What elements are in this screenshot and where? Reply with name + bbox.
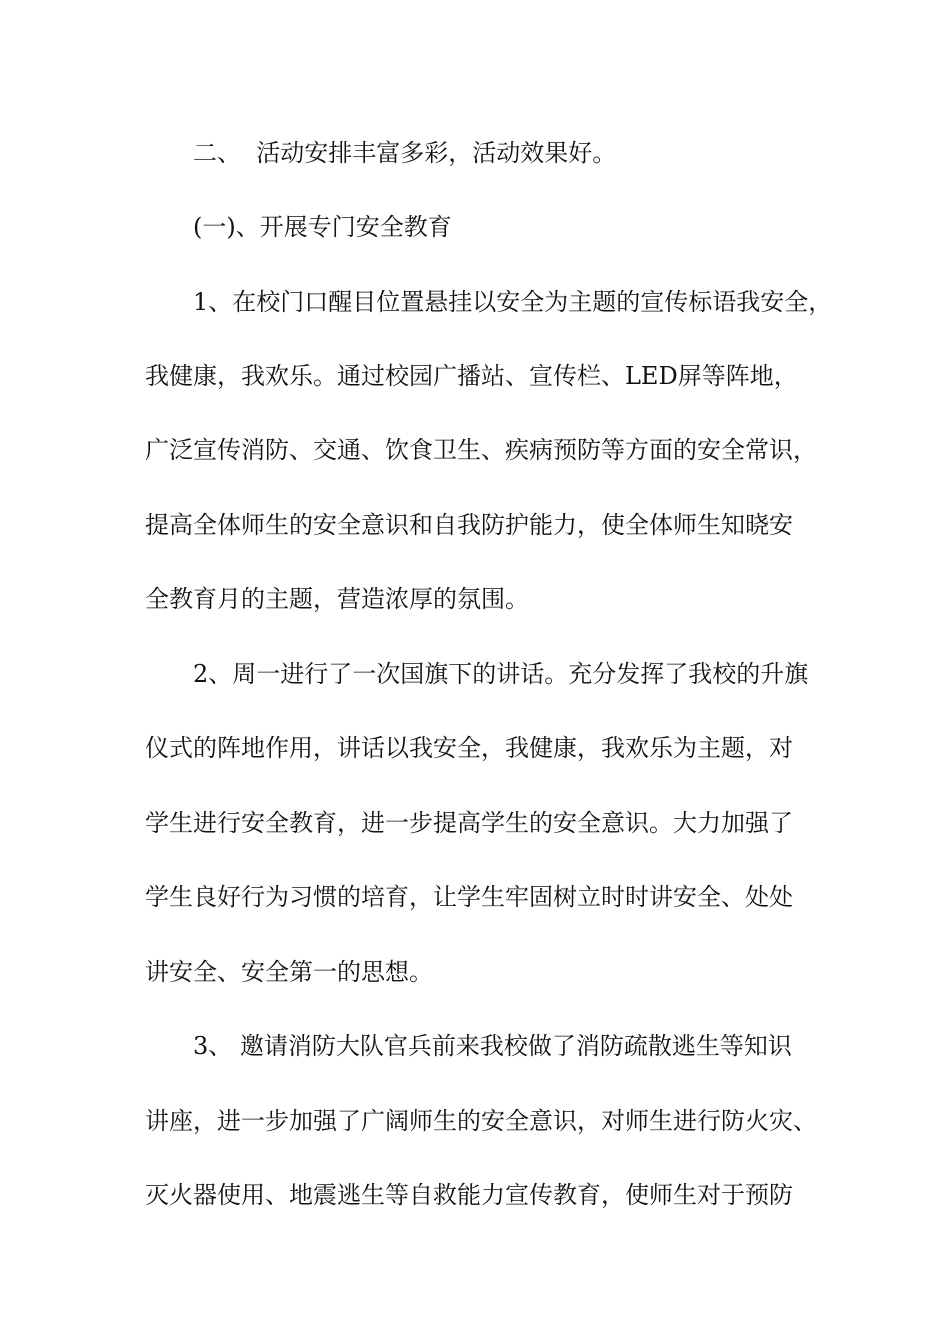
- paragraph-line: 1、在校门口醒目位置悬挂以安全为主题的宣传标语我安全，: [193, 288, 833, 316]
- paragraph-line: 学生良好行为习惯的培育，让学生牢固树立时时讲安全、处处: [145, 883, 793, 911]
- subsection-heading: (一)、开展专门安全教育: [193, 213, 452, 241]
- paragraph-line: 灭火器使用、地震逃生等自救能力宣传教育，使师生对于预防: [145, 1181, 793, 1209]
- paragraph-line: 全教育月的主题，营造浓厚的氛围。: [145, 585, 529, 613]
- paragraph-line: 讲安全、安全第一的思想。: [145, 958, 433, 986]
- paragraph-line: 3、 邀请消防大队官兵前来我校做了消防疏散逃生等知识: [193, 1032, 792, 1060]
- section-heading: 二、 活动安排丰富多彩，活动效果好。: [193, 139, 617, 167]
- paragraph-line: 学生进行安全教育，进一步提高学生的安全意识。大力加强了: [145, 809, 793, 837]
- paragraph-line: 广泛宣传消防、交通、饮食卫生、疾病预防等方面的安全常识，: [145, 436, 817, 464]
- paragraph-line: 2、周一进行了一次国旗下的讲话。充分发挥了我校的升旗: [193, 660, 809, 688]
- paragraph-line: 仪式的阵地作用，讲话以我安全，我健康，我欢乐为主题，对: [145, 734, 793, 762]
- paragraph-line: 提高全体师生的安全意识和自我防护能力，使全体师生知晓安: [145, 511, 793, 539]
- paragraph-line: 讲座，进一步加强了广阔师生的安全意识，对师生进行防火灾、: [145, 1107, 817, 1135]
- paragraph-line: 我健康，我欢乐。通过校园广播站、宣传栏、LED屏等阵地，: [145, 362, 798, 390]
